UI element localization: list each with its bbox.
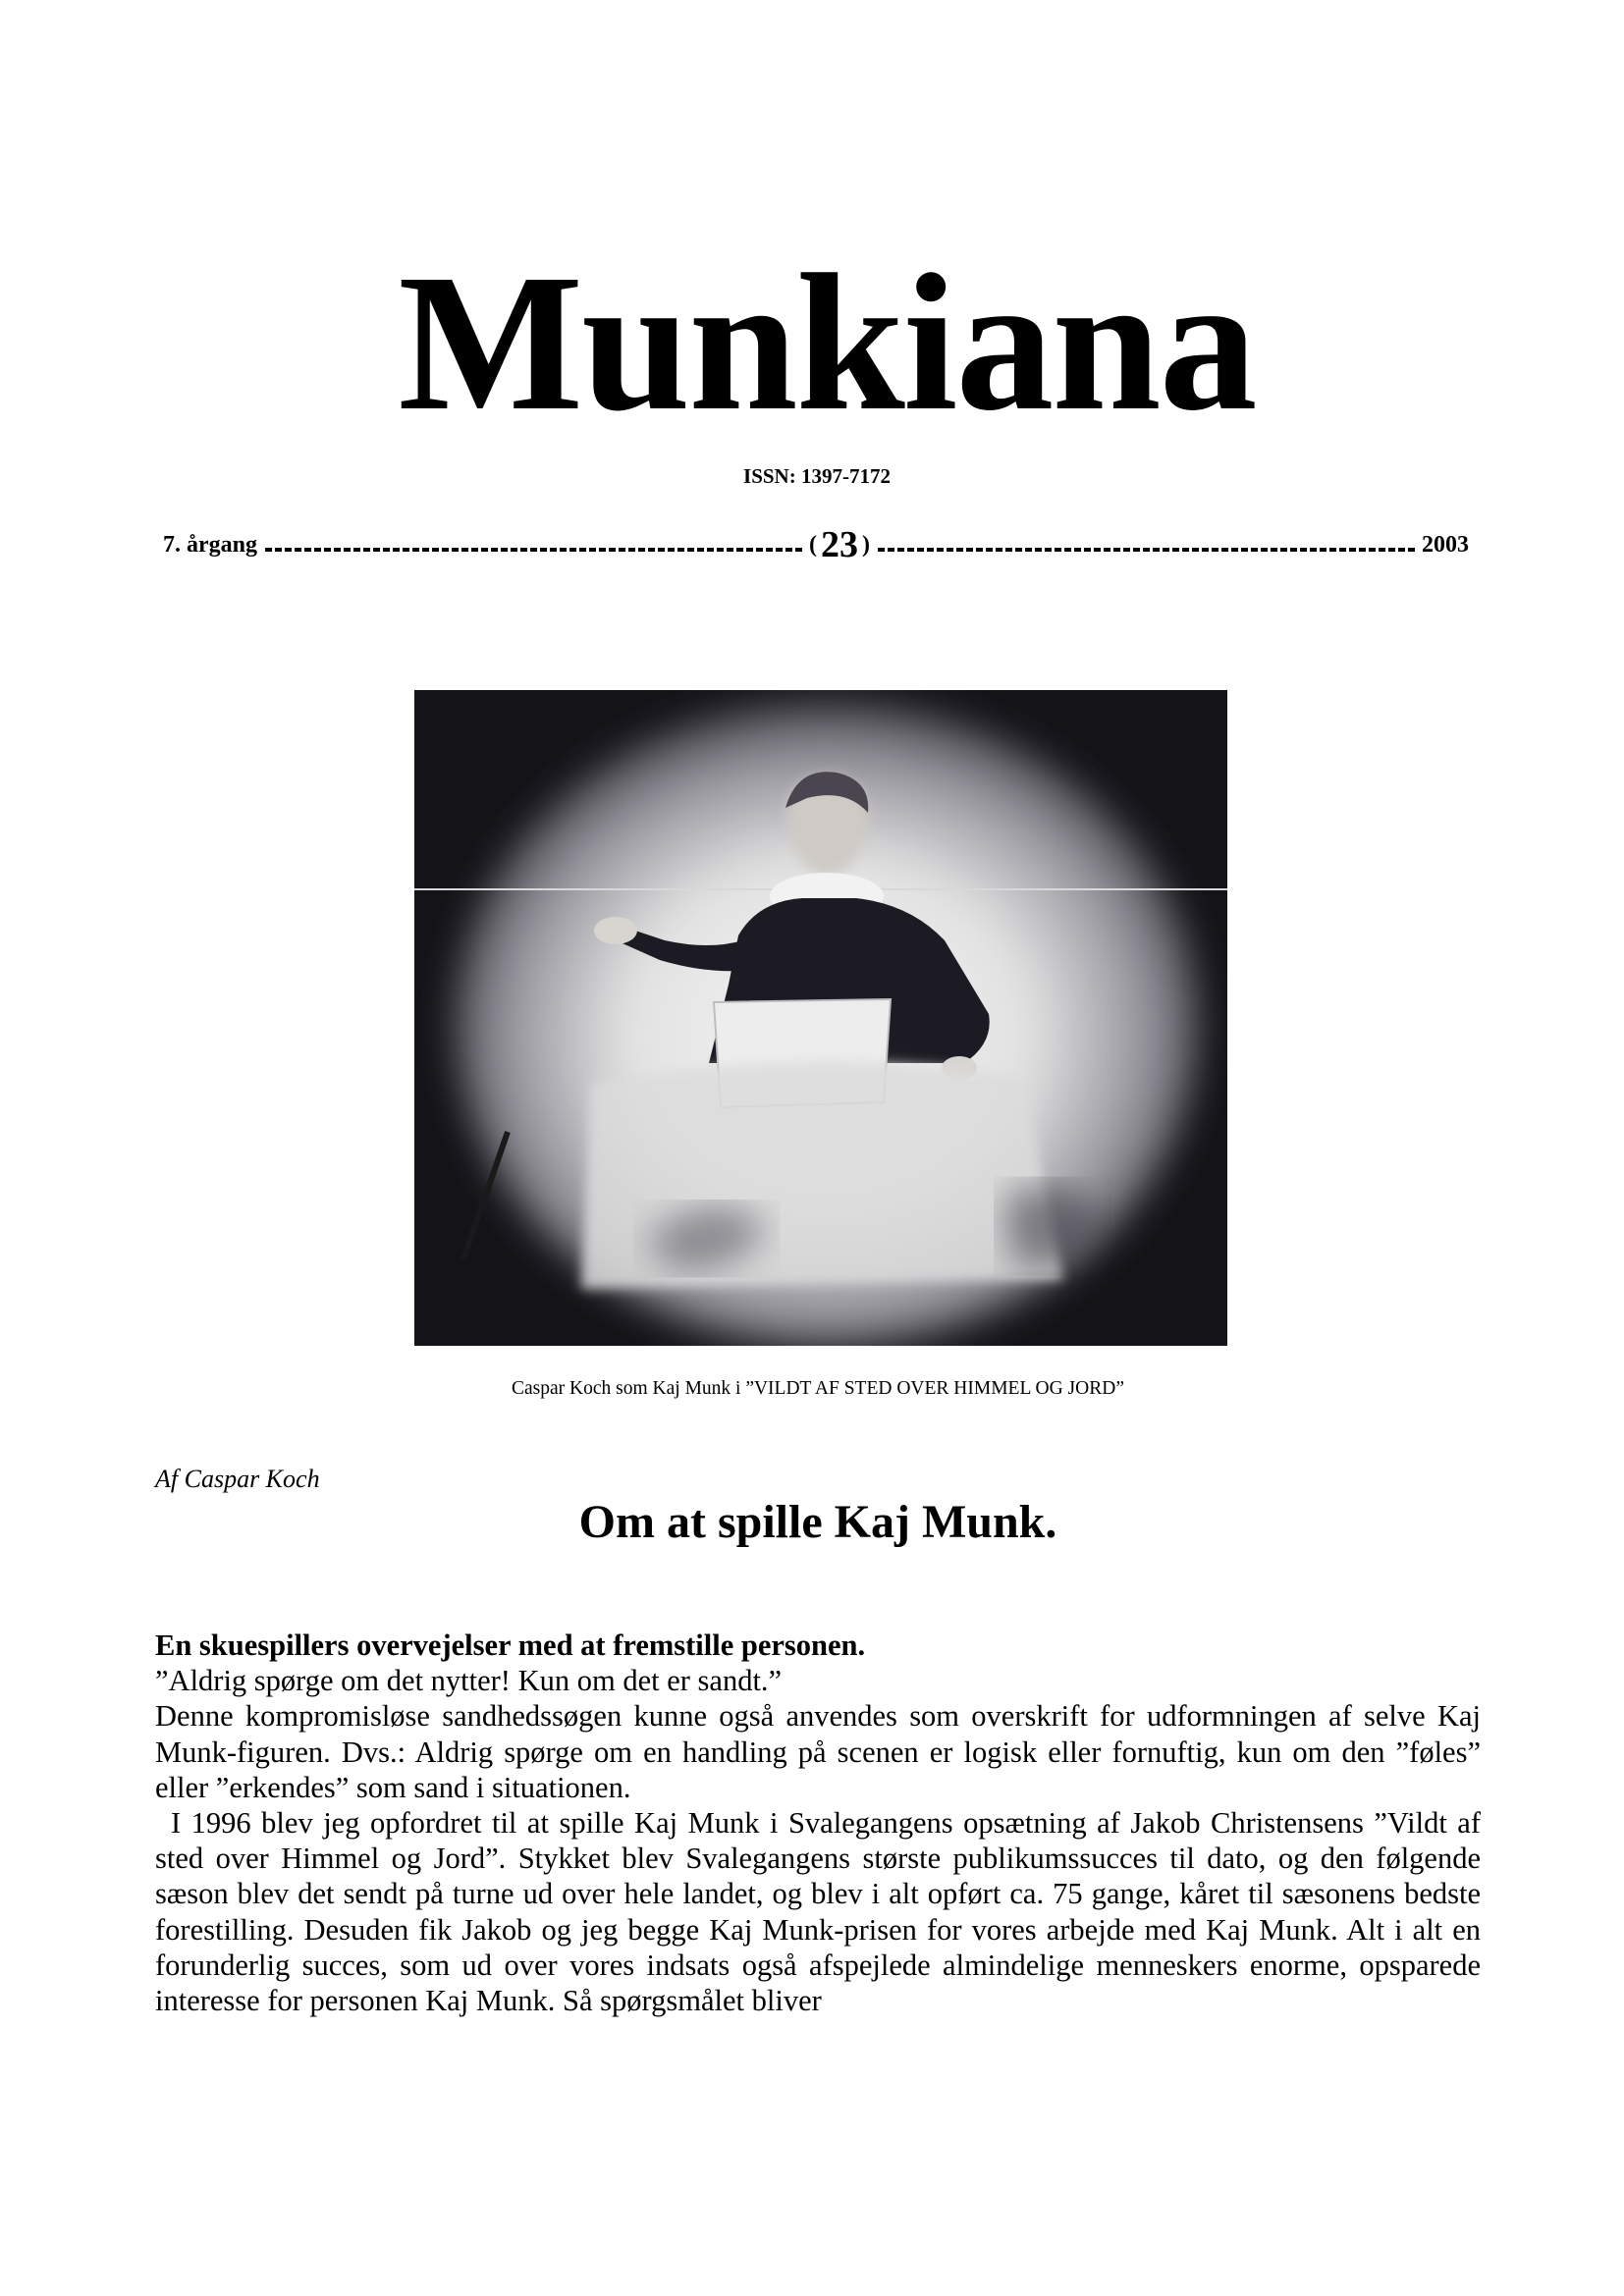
article-subheading: En skuespillers overvejelser med at fremstille personen. [155,1629,866,1662]
dash-rule-left [265,548,803,552]
photo-caption: Caspar Koch som Kaj Munk i ”VILDT AF STED OVER HIMMEL OG JORD” [512,1378,1124,1399]
issn: ISSN: 1397-7172 [743,464,891,488]
masthead-title: Munkiana [398,235,1256,452]
article-paragraph: Denne kompromisløse sandhedssøgen kunne også anvendes som overskrift for udformningen af selve Kaj Munk-figuren. Dvs.: Aldrig spørge om en handling på scenen er logisk eller fornuftig, kun om den ”føles” eller ”erkendes” som sand i situationen. [155,1699,1481,1804]
volume-label: 7. årgang [163,531,257,558]
article-paragraph: I 1996 blev jeg opfordret til at spille Kaj Munk i Svalegangens opsætning af Jakob Christensens ”Vildt af sted over Himmel og Jord”. Stykket blev Svalegangens største publikumssucces til dato, og den følgende sæson blev det sendt på turne ud over hele landet, og blev i alt opført ca. 75 gange, kåret til sæsonens bedste forestilling. Desuden fik Jakob og jeg begge Kaj Munk-prisen for vores arbejde med Kaj Munk. Alt i alt en forunderlig succes, som ud over vores indsats også afspejlede almindelige menneskers enorme, opsparede interesse for personen Kaj Munk. Så spørgsmålet bliver [155,1806,1481,2018]
article-body [155,1628,1481,2018]
byline: Af Caspar Koch [155,1465,320,1493]
year: 2003 [1422,531,1469,558]
close-paren: ) [862,531,870,558]
article-title: Om at spille Kaj Munk. [578,1496,1057,1548]
issue-number: 23 [821,524,858,565]
dash-rule-right [878,548,1416,552]
issue-line [163,525,1469,564]
open-paren: ( [809,531,817,558]
stage-photo [414,690,1227,1346]
article-quote: ”Aldrig spørge om det nytter! Kun om det er sandt.” [155,1664,783,1698]
